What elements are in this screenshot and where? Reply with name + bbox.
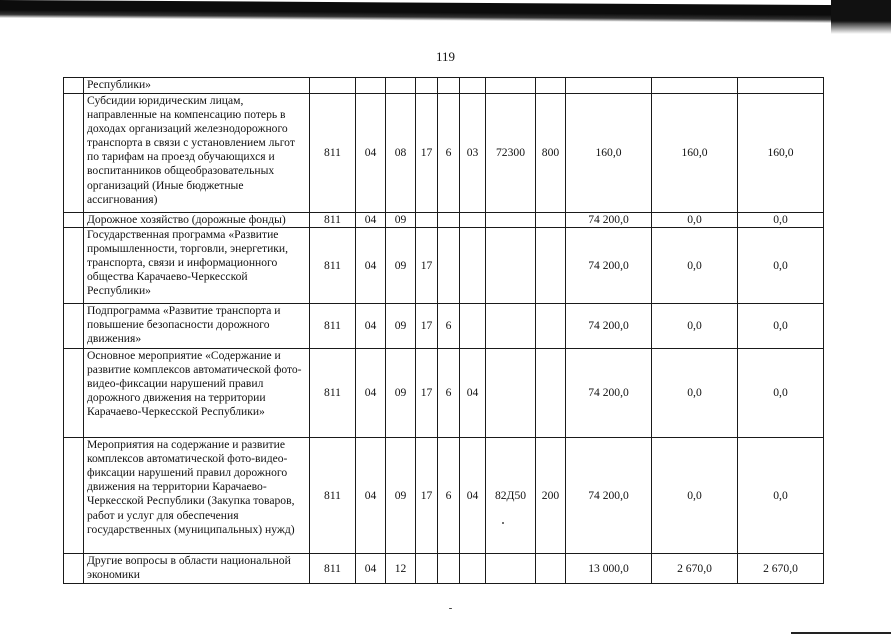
code-cell [460,304,486,349]
code-cell [536,349,566,438]
row-name: Субсидии юридическим лицам, направленные на компенсацию потерь в доходах организаций железнодорожного транспорта в связи с установлением льгот по тарифам на проезд обучающихся и воспитанников общеобразовательных организаций (Иные бюджетные ассигнования) [84,94,310,213]
table-row [64,554,824,584]
code-cell: 08 [386,94,416,213]
scan-speck [449,608,452,609]
row-name: Республики» [84,78,310,94]
code-cell: 17 [416,228,438,304]
code-cell [536,554,566,584]
code-cell [460,78,486,94]
amount-cell [566,78,652,94]
scan-speck [502,522,504,524]
row-margin-cell [64,78,84,94]
code-cell: 03 [460,94,486,213]
scan-corner-line [791,632,891,634]
amount-cell: 160,0 [566,94,652,213]
amount-cell: 0,0 [738,213,824,228]
code-cell: 17 [416,438,438,554]
code-cell: 6 [438,304,460,349]
code-cell [438,228,460,304]
amount-cell: 2 670,0 [738,554,824,584]
code-cell: 09 [386,213,416,228]
row-name: Подпрограмма «Развитие транспорта и повышение безопасности дорожного движения» [84,304,310,349]
code-cell [486,228,536,304]
code-cell: 200 [536,438,566,554]
code-cell: 17 [416,349,438,438]
code-cell: 04 [356,438,386,554]
amount-cell: 13 000,0 [566,554,652,584]
code-cell [438,554,460,584]
code-cell [438,78,460,94]
scan-dark-corner [831,0,891,34]
scan-dark-edge [0,0,891,23]
row-margin-cell [64,94,84,213]
code-cell [486,213,536,228]
code-cell [536,78,566,94]
amount-cell: 0,0 [738,228,824,304]
code-cell: 09 [386,228,416,304]
amount-cell: 0,0 [652,228,738,304]
code-cell: 800 [536,94,566,213]
code-cell: 811 [310,438,356,554]
code-cell: 04 [460,349,486,438]
amount-cell: 74 200,0 [566,438,652,554]
code-cell: 04 [356,228,386,304]
table-row [64,213,824,228]
amount-cell [738,78,824,94]
code-cell: 09 [386,438,416,554]
code-cell: 09 [386,304,416,349]
amount-cell: 74 200,0 [566,349,652,438]
table-row [64,349,824,438]
code-cell: 811 [310,213,356,228]
row-name: Основное мероприятие «Содержание и развитие комплексов автоматической фото-видео-фиксации нарушений правил дорожного движения на территории Карачаево-Черкесской Республики» [84,349,310,438]
amount-cell: 0,0 [652,438,738,554]
code-cell [386,78,416,94]
amount-cell: 0,0 [738,304,824,349]
table-row [64,304,824,349]
code-cell [536,213,566,228]
code-cell: 6 [438,94,460,213]
code-cell: 6 [438,438,460,554]
code-cell [486,349,536,438]
code-cell: 6 [438,349,460,438]
code-cell: 04 [356,349,386,438]
code-cell [356,78,386,94]
code-cell: 17 [416,304,438,349]
code-cell: 12 [386,554,416,584]
code-cell: 811 [310,228,356,304]
code-cell: 72300 [486,94,536,213]
code-cell [416,78,438,94]
code-cell [460,228,486,304]
code-cell: 811 [310,94,356,213]
code-cell: 17 [416,94,438,213]
code-cell: 811 [310,304,356,349]
row-name: Дорожное хозяйство (дорожные фонды) [84,213,310,228]
code-cell [460,213,486,228]
amount-cell: 0,0 [738,349,824,438]
code-cell: 811 [310,349,356,438]
table-row [64,94,824,213]
code-cell [416,554,438,584]
amount-cell: 2 670,0 [652,554,738,584]
code-cell [416,213,438,228]
row-name: Мероприятия на содержание и развитие комплексов автоматической фото-видео-фиксации нарушений правил дорожного движения на территории Карачаево-Черкесской Республики (Закупка товаров, работ и услуг для обеспечения государственных (муниципальных) нужд) [84,438,310,554]
code-cell: 82Д50 [486,438,536,554]
code-cell [486,78,536,94]
code-cell: 04 [460,438,486,554]
code-cell: 04 [356,554,386,584]
row-margin-cell [64,213,84,228]
code-cell [460,554,486,584]
amount-cell: 0,0 [652,349,738,438]
budget-table [63,77,824,584]
amount-cell: 74 200,0 [566,213,652,228]
row-margin-cell [64,304,84,349]
code-cell [486,554,536,584]
code-cell: 04 [356,94,386,213]
code-cell: 04 [356,213,386,228]
page-number: 119 [435,49,456,64]
row-margin-cell [64,438,84,554]
amount-cell: 0,0 [652,304,738,349]
amount-cell: 74 200,0 [566,228,652,304]
code-cell: 811 [310,554,356,584]
row-name: Государственная программа «Развитие промышленности, торговли, энергетики, транспорта, связи и информационного общества Карачаево-Черкесской Республики» [84,228,310,304]
table-row [64,228,824,304]
amount-cell: 0,0 [738,438,824,554]
code-cell [310,78,356,94]
amount-cell: 160,0 [652,94,738,213]
row-name: Другие вопросы в области национальной экономики [84,554,310,584]
code-cell [438,213,460,228]
amount-cell: 74 200,0 [566,304,652,349]
row-margin-cell [64,349,84,438]
amount-cell: 160,0 [738,94,824,213]
code-cell [486,304,536,349]
code-cell [536,304,566,349]
row-margin-cell [64,554,84,584]
table-row [64,78,824,94]
code-cell [536,228,566,304]
code-cell: 04 [356,304,386,349]
amount-cell [652,78,738,94]
table-row [64,438,824,554]
row-margin-cell [64,228,84,304]
amount-cell: 0,0 [652,213,738,228]
code-cell: 09 [386,349,416,438]
